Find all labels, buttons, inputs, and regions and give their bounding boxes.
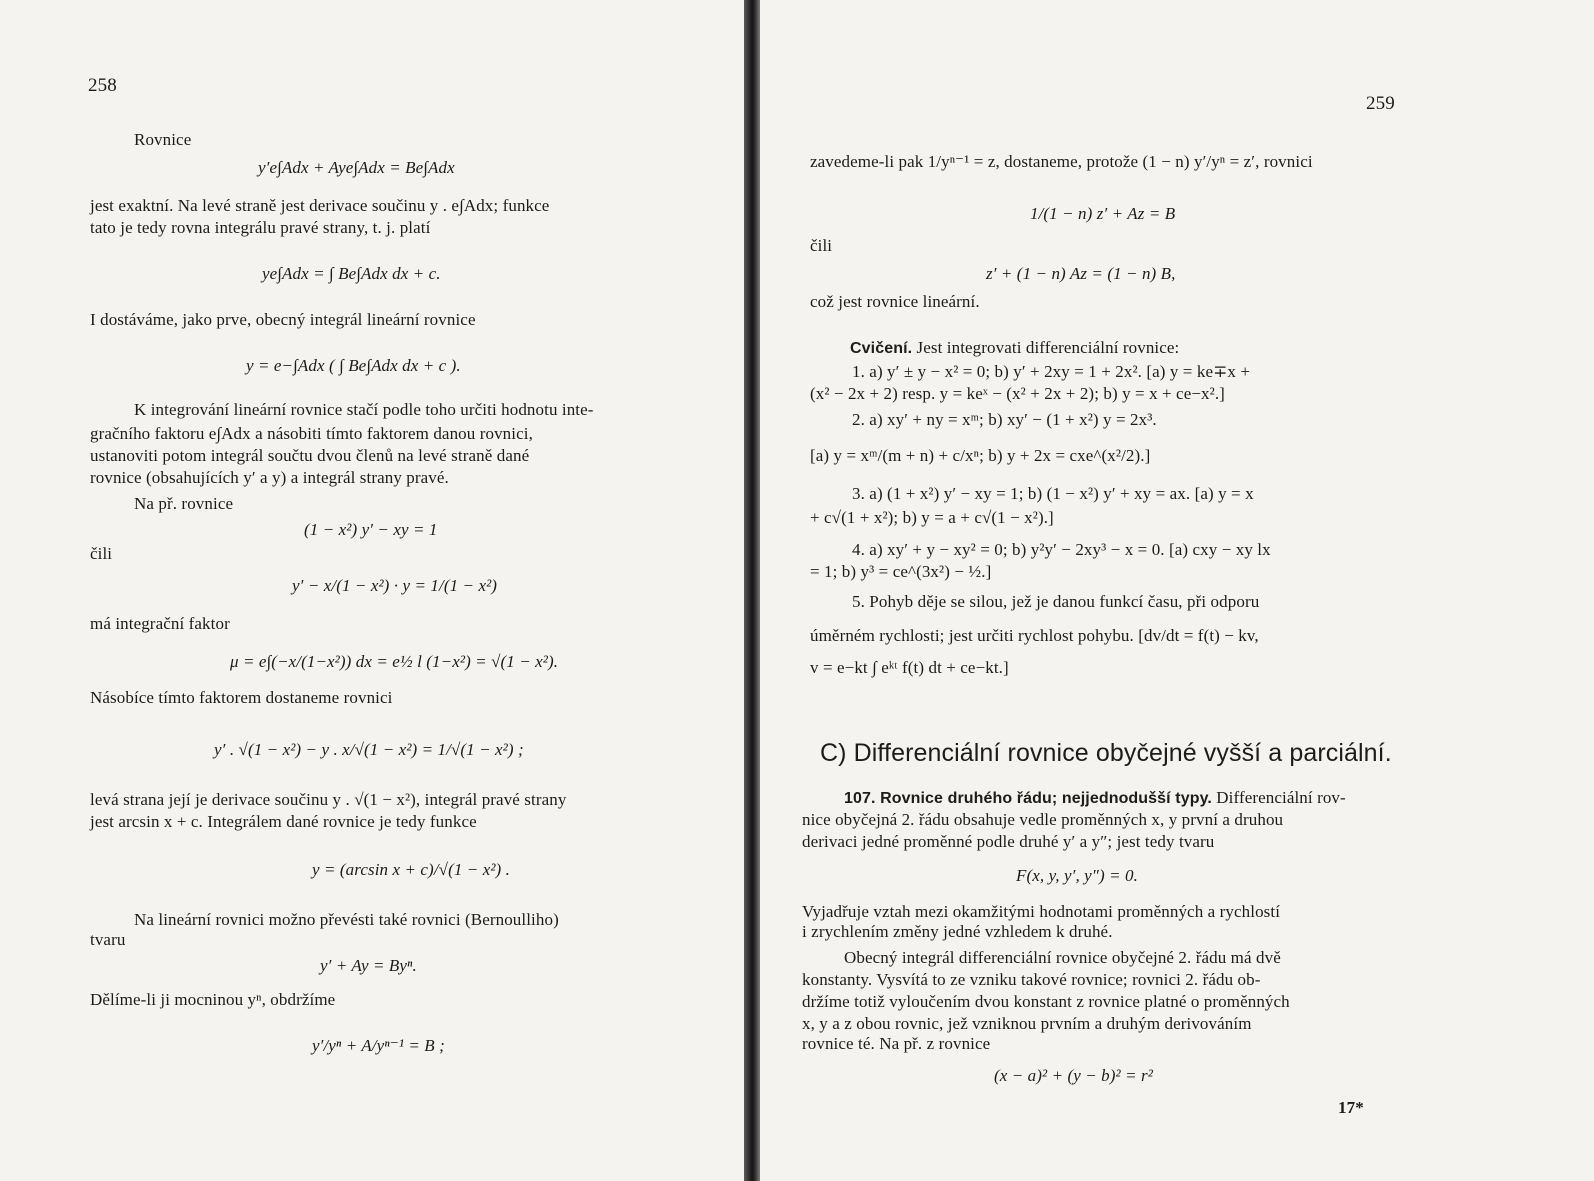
text-line: jest exaktní. Na levé straně jest derivace součinu y . e∫Adx; funkce [90,196,550,215]
body-line: konstanty. Vysvítá to ze vzniku takové rovnice; rovnici 2. řádu ob- [802,970,1261,989]
text-line: tato je tedy rovna integrálu pravé strany, t. j. platí [90,218,431,237]
exercises-line [850,338,1179,359]
exercise-line: + c√(1 + x²); b) y = a + c√(1 − x²).] [810,508,1054,527]
text-line: rovnice (obsahujících y′ a y) a integrál strany pravé. [90,468,449,487]
equation: y′ . √(1 − x²) − y . x/√(1 − x²) = 1/√(1 − x²) ; [214,740,524,759]
text-line: má integrační faktor [90,614,230,633]
exercise-line: 5. Pohyb děje se silou, jež je danou funkcí času, při odporu [852,592,1260,611]
equation: z′ + (1 − n) Az = (1 − n) B, [986,264,1176,283]
exercises-heading: Cvičení. [850,340,913,357]
text-line: levá strana její je derivace součinu y . √(1 − x²), integrál pravé strany [90,790,567,809]
text-line: Na př. rovnice [134,494,234,513]
equation: (1 − x²) y′ − xy = 1 [304,520,438,539]
exercise-line: 4. a) xy′ + y − xy² = 0; b) y²y′ − 2xy³ − x = 0. [a) cxy − xy lx [852,540,1271,559]
exercise-line: = 1; b) y³ = ce^(3x²) − ½.] [810,562,992,581]
exercise-line: v = e−kt ∫ eᵏᵗ f(t) dt + ce−kt.] [810,658,1009,677]
equation: y′/yⁿ + A/yⁿ⁻¹ = B ; [312,1036,445,1055]
paragraph-heading-rest: Differenciální rov- [1211,788,1346,807]
exercises-intro: Jest integrovati differenciální rovnice: [912,338,1180,357]
equation: y = e−∫Adx ( ∫ Be∫Adx dx + c ). [246,356,461,375]
equation: y′ + Ay = Byⁿ. [320,956,417,975]
text-line: Násobíce tímto faktorem dostaneme rovnici [90,688,393,707]
right-page-number: 259 [1366,93,1395,114]
left-page-number: 258 [88,75,117,96]
equation: μ = e∫(−x/(1−x²)) dx = e½ l (1−x²) = √(1 − x²). [230,652,559,671]
paragraph-heading: 107. Rovnice druhého řádu; nejjednodušší typy. [844,790,1212,807]
exercise-line: úměrném rychlosti; jest určiti rychlost pohybu. [dv/dt = f(t) − kv, [810,626,1259,645]
equation: y′ − x/(1 − x²) · y = 1/(1 − x²) [292,576,498,595]
equation: 1/(1 − n) z′ + Az = B [1030,204,1176,223]
body-line: nice obyčejná 2. řádu obsahuje vedle proměnných x, y první a druhou [802,810,1284,829]
text-line: ustanoviti potom integrál součtu dvou členů na levé straně dané [90,446,530,465]
body-line: Obecný integrál differenciální rovnice obyčejné 2. řádu má dvě [844,948,1281,967]
exercise-line: [a) y = xᵐ/(m + n) + c/xⁿ; b) y + 2x = cxe^(x²/2).] [810,446,1151,465]
body-line: Vyjadřuje vztah mezi okamžitými hodnotami proměnných a rychlostí [802,902,1281,921]
equation: ye∫Adx = ∫ Be∫Adx dx + c. [262,264,441,283]
exercise-line: 3. a) (1 + x²) y′ − xy = 1; b) (1 − x²) y′ + xy = ax. [a) y = x [852,484,1254,503]
text-line: Na lineární rovnici možno převésti také rovnici (Bernoulliho) [134,910,559,929]
paragraph-heading-line [844,788,1346,809]
exercise-line: 1. a) y′ ± y − x² = 0; b) y′ + 2xy = 1 + 2x². [a) y = ke∓x + [852,362,1251,381]
body-line: i zrychlením změny jedné vzhledem k druhé. [802,922,1113,941]
signature-mark: 17* [1338,1098,1364,1117]
text-line: I dostáváme, jako prve, obecný integrál lineární rovnice [90,310,476,329]
section-title: C) Differenciální rovnice obyčejné vyšší a parciální. [820,739,1392,767]
left-page [0,0,752,1181]
text-line: čili [810,236,833,255]
text-line: což jest rovnice lineární. [810,292,980,311]
text-line: jest arcsin x + c. Integrálem dané rovnice je tedy funkce [90,812,477,831]
text-line: K integrování lineární rovnice stačí podle toho určiti hodnotu inte- [134,400,594,419]
equation: y′e∫Adx + Aye∫Adx = Be∫Adx [258,158,455,177]
body-line: držíme totiž vyloučením dvou konstant z rovnice platné o proměnných [802,992,1290,1011]
exercise-line: (x² − 2x + 2) resp. y = keˣ − (x² + 2x + 2); b) y = x + ce−x².] [810,384,1225,403]
text-line: čili [90,544,113,563]
exercise-line: 2. a) xy′ + ny = xᵐ; b) xy′ − (1 + x²) y = 2x³. [852,410,1157,429]
body-line: derivaci jedné proměnné podle druhé y′ a y″; jest tedy tvaru [802,832,1215,851]
text-line: gračního faktoru e∫Adx a násobiti tímto faktorem danou rovnici, [90,424,533,443]
equation: (x − a)² + (y − b)² = r² [994,1066,1153,1085]
right-page [760,0,1594,1181]
text-line: zavedeme-li pak 1/yⁿ⁻¹ = z, dostaneme, protože (1 − n) y′/yⁿ = z′, rovnici [810,152,1313,171]
body-line: x, y a z obou rovnic, jež vzniknou prvním a druhým derivováním [802,1014,1252,1033]
equation: F(x, y, y′, y″) = 0. [1016,866,1138,885]
text-line: tvaru [90,930,126,949]
body-line: rovnice té. Na př. z rovnice [802,1034,991,1053]
text-line: Rovnice [134,130,192,149]
equation: y = (arcsin x + c)/√(1 − x²) . [312,860,511,879]
text-line: Dělíme-li ji mocninou yⁿ, obdržíme [90,990,336,1009]
